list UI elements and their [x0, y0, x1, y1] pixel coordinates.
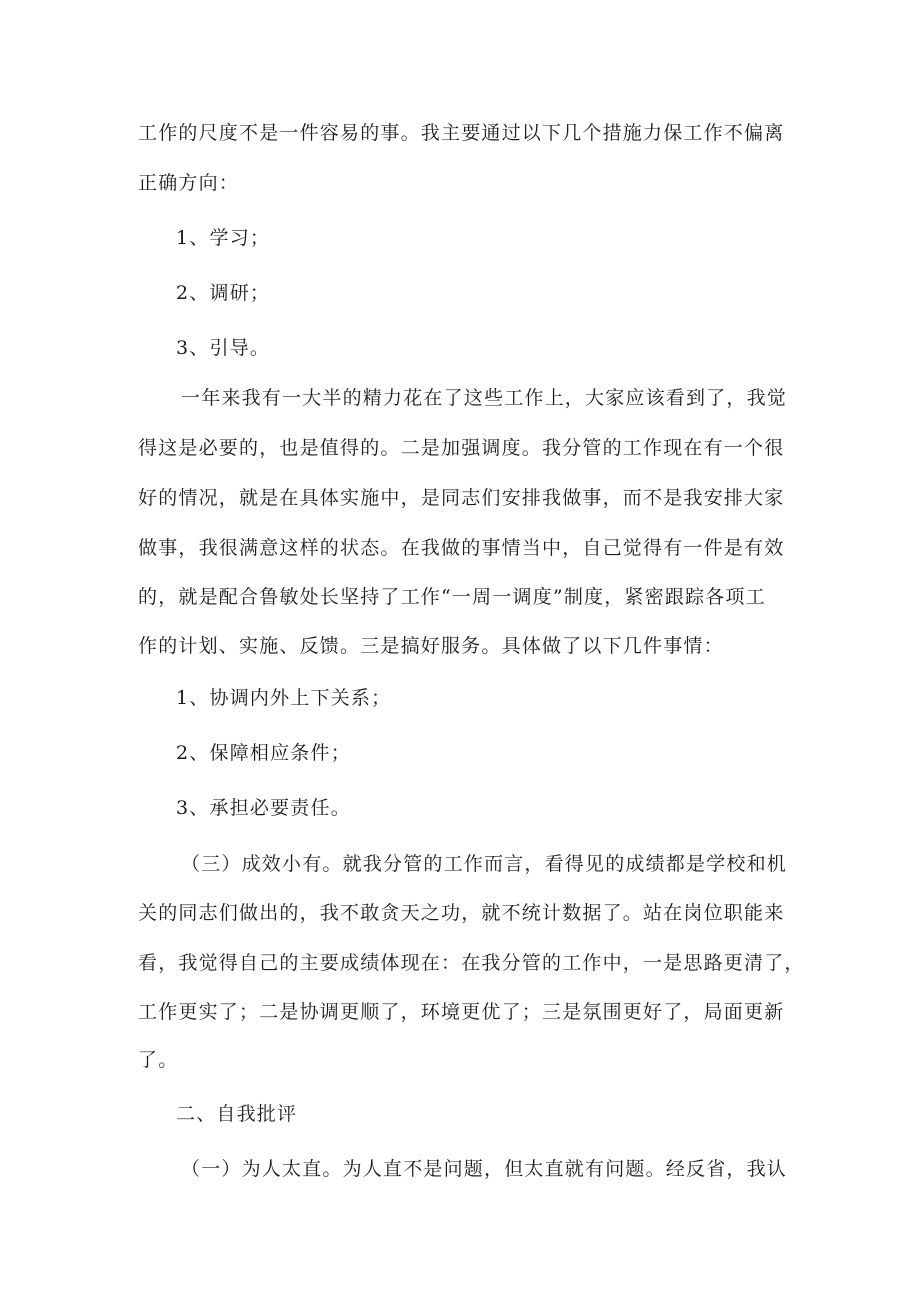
- list-item: 2、保障相应条件；: [176, 742, 351, 764]
- list-item: 1、协调内外上下关系；: [176, 687, 392, 709]
- list-item: 1、学习；: [176, 227, 271, 249]
- paragraph-line: 做事，我很满意这样的状态。在我做的事情当中，自己觉得有一件是有效: [138, 537, 785, 559]
- paragraph-line: 的，就是配合鲁敏处长坚持了工作“一周一调度”制度，紧密跟踪各项工: [138, 586, 766, 608]
- paragraph-line: 工作更实了；二是协调更顺了，环境更优了；三是氛围更好了，局面更新: [138, 1001, 785, 1023]
- list-item: 3、引导。: [176, 337, 271, 359]
- list-item: 2、调研；: [176, 282, 271, 304]
- paragraph-line: 工作的尺度不是一件容易的事。我主要通过以下几个措施力保工作不偏离: [138, 122, 785, 144]
- paragraph-line: 关的同志们做出的，我不敢贪天之功，就不统计数据了。站在岗位职能来: [138, 902, 785, 924]
- section-heading: 二、自我批评: [176, 1103, 298, 1125]
- paragraph-line: （一）为人太直。为人直不是问题，但太直就有问题。经反省，我认: [181, 1158, 788, 1180]
- paragraph-line: 正确方向：: [138, 172, 240, 194]
- paragraph-line: 好的情况，就是在具体实施中，是同志们安排我做事，而不是我安排大家: [138, 487, 785, 509]
- list-item: 3、承担必要责任。: [176, 797, 351, 819]
- paragraph-line: 看，我觉得自己的主要成绩体现在：在我分管的工作中，一是思路更清了，: [138, 952, 805, 974]
- paragraph-line: 了。: [138, 1049, 179, 1071]
- paragraph-line: 得这是必要的，也是值得的。二是加强调度。我分管的工作现在有一个很: [138, 437, 785, 459]
- paragraph-line: 一年来我有一大半的精力花在了这些工作上，大家应该看到了，我觉: [181, 387, 788, 409]
- paragraph-line: （三）成效小有。就我分管的工作而言，看得见的成绩都是学校和机: [181, 853, 788, 875]
- paragraph-line: 作的计划、实施、反馈。三是搞好服务。具体做了以下几件事情：: [138, 635, 724, 657]
